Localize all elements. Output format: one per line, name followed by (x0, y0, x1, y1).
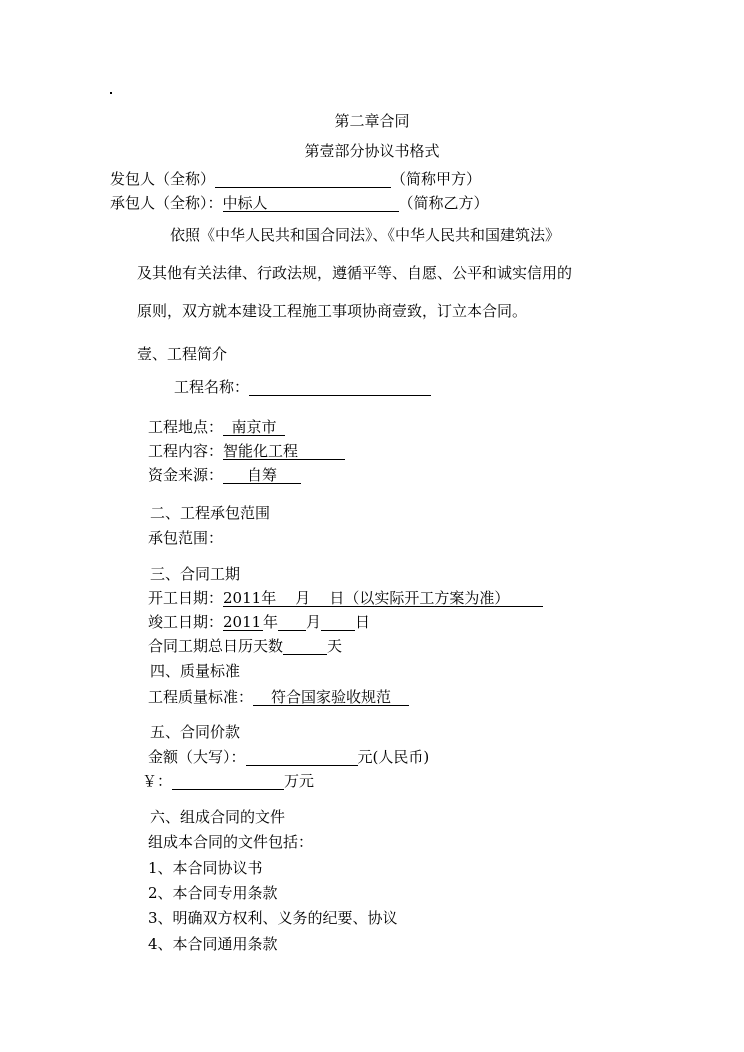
amount-line (148, 748, 429, 766)
contractor-label: 承包人（全称）： (110, 194, 223, 212)
s6-intro: 组成本合同的文件包括： (148, 833, 314, 851)
yen-line (142, 772, 314, 790)
yen-unit: 万元 (284, 772, 315, 790)
chapter-title: 第二章合同 (334, 112, 410, 130)
total-days-field[interactable] (283, 637, 327, 655)
start-year: 2011 (223, 589, 262, 607)
content-line (148, 442, 345, 460)
start-date-label: 开工日期： (148, 589, 224, 607)
employer-suffix: （简称甲方） (391, 170, 482, 188)
s3-heading: 三、合同工期 (150, 565, 241, 583)
employer-line (110, 170, 481, 188)
total-days-label: 合同工期总日历天数 (148, 637, 284, 655)
s6-heading: 六、组成合同的文件 (150, 808, 286, 826)
end-date-line (148, 613, 370, 631)
amount-unit: 元(人民币) (357, 748, 430, 766)
s1-heading: 壹、工程简介 (137, 345, 228, 363)
end-date-label: 竣工日期： (148, 613, 224, 631)
end-year-field[interactable]: 2011 (223, 613, 262, 631)
total-days-line (148, 637, 342, 655)
end-day-unit: 日 (355, 613, 371, 631)
project-name-line (174, 378, 431, 396)
start-date-line (148, 589, 543, 607)
content-label: 工程内容： (148, 442, 224, 460)
yen-label: ￥： (142, 772, 173, 790)
s2-heading: 二、工程承包范围 (150, 504, 271, 522)
preamble-line-3: 原则，双方就本建设工程施工事项协商壹致，订立本合同。 (137, 302, 528, 320)
contractor-line (110, 194, 489, 212)
end-year-unit: 年 (263, 613, 279, 631)
preamble-line-1: 依照《中华人民共和国合同法》、《中华人民共和国建筑法》 (170, 226, 561, 244)
amount-label: 金额（大写）： (148, 748, 246, 766)
total-days-unit: 天 (327, 637, 343, 655)
yen-field[interactable] (172, 772, 284, 790)
s4-heading: 四、质量标准 (150, 662, 241, 680)
funding-line (148, 466, 301, 484)
amount-field[interactable] (246, 748, 358, 766)
doc-item-3: 3、明确双方权利、义务的纪要、协议 (148, 909, 398, 927)
funding-label: 资金来源： (148, 466, 224, 484)
scope-label: 承包范围： (148, 529, 224, 547)
project-name-label: 工程名称： (174, 378, 250, 396)
s5-heading: 五、合同价款 (150, 723, 241, 741)
funding-field[interactable]: 自筹 (223, 466, 301, 484)
contractor-suffix: （简称乙方） (398, 194, 489, 212)
quality-label: 工程质量标准： (148, 688, 254, 706)
location-label: 工程地点： (148, 418, 224, 436)
employer-label: 发包人（全称） (110, 170, 216, 188)
location-line (148, 418, 285, 436)
start-date-field[interactable] (223, 589, 543, 607)
end-month-unit: 月 (306, 613, 322, 631)
end-day-field[interactable] (321, 613, 355, 631)
start-date-rest: 年 月 日（以实际开工方案为准） (261, 589, 510, 607)
doc-item-1: 1、本合同协议书 (148, 859, 263, 877)
quality-field[interactable]: 符合国家验收规范 (253, 688, 409, 706)
preamble-line-2: 及其他有关法律、行政法规，遵循平等、自愿、公平和诚实信用的 (137, 264, 573, 282)
content-field[interactable]: 智能化工程 (223, 442, 345, 460)
contractor-field[interactable]: 中标人 (223, 194, 399, 212)
end-month-field[interactable] (278, 613, 306, 631)
doc-item-2: 2、本合同专用条款 (148, 884, 278, 902)
section-title: 第壹部分协议书格式 (304, 142, 440, 160)
location-field[interactable]: 南京市 (223, 418, 285, 436)
employer-field[interactable] (215, 170, 391, 188)
page-dot (110, 92, 112, 94)
doc-item-4: 4、本合同通用条款 (148, 935, 278, 953)
project-name-field[interactable] (249, 378, 431, 396)
quality-line (148, 688, 409, 706)
